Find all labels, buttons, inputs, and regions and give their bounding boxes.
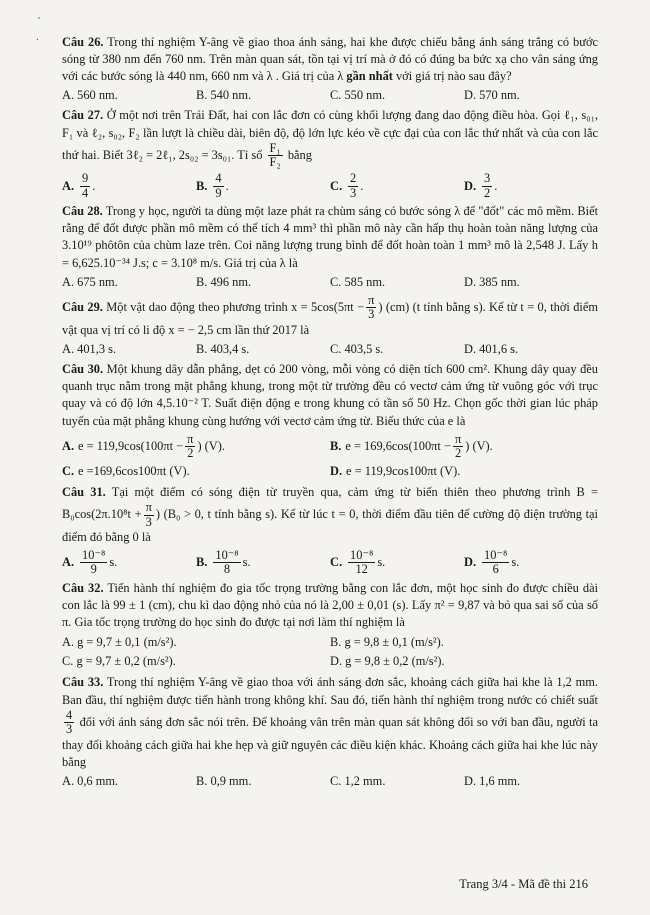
option-c[interactable]	[62, 463, 330, 480]
option-b[interactable]	[330, 433, 598, 461]
option-label: C.	[62, 463, 75, 478]
option-label: D.	[464, 555, 477, 570]
option-a[interactable]: A. 675 nm.	[62, 274, 118, 289]
answer-options	[62, 341, 598, 358]
fraction-denominator: 8	[223, 562, 231, 577]
option-c[interactable]: C. 403,5 s.	[330, 342, 384, 357]
option-label: B.	[196, 555, 208, 570]
option-c[interactable]	[330, 549, 464, 577]
option-c[interactable]: C. $\frac{2}{3}$ .	[330, 170, 364, 200]
option-a[interactable]	[62, 549, 196, 577]
option-label: A.	[62, 439, 75, 454]
scan-mark: '	[38, 15, 40, 27]
option-c[interactable]: C. 550 nm.	[330, 88, 386, 103]
question-number: Câu 32.	[62, 580, 104, 595]
phase-fraction	[366, 294, 376, 322]
question-30	[62, 361, 598, 481]
question-text: bằng	[287, 147, 312, 162]
option-d[interactable]: D. 401,6 s.	[464, 342, 519, 357]
option-d[interactable]: D. $\frac{3}{2}$ .	[464, 170, 498, 200]
question-text: Trong y học, người ta dùng một laze phát ra chùm sáng có bước sóng λ để "đốt" các mô mềm. Biết rằng để đốt được phần mô mềm có thể tích 4 mm³ thì phần mô này cần hấp thụ hoàn toàn năng lượng của 3.10¹⁹ phôtôn của chùm laze trên. Coi năng lượng trung bình để đốt hoàn toàn 1 mm³ mô là 2,548 J. Lấy h = 6,625.10⁻³⁴ J.s; c = 3.10⁸ m/s. Giá trị của λ là	[62, 204, 599, 270]
question-number: Câu 33.	[62, 675, 104, 690]
option-label: A.	[62, 555, 75, 570]
option-a[interactable]: A. 401,3 s.	[62, 342, 117, 357]
answer-options	[62, 432, 598, 481]
fraction-denominator: 9	[215, 185, 222, 200]
question-text: Ở một nơi trên Trái Đất, hai con lắc đơn có cùng khối lượng đang dao động điều hòa. Gọi ℓ₁, s₀₁, F₁ và ℓ₂, s₀₂, F₂ lần lượt là chiều dài, biên độ, độ lớn lực kéo về cực đại của con lắc thứ nhất và của con lắc thứ hai. Biết 3ℓ₂ = 2ℓ₁, 2s₀₂ = 3s₀₁. Tỉ số	[62, 108, 598, 162]
fraction-numerator: π	[454, 431, 462, 446]
question-number: Câu 31.	[62, 485, 106, 500]
option-a[interactable]: A. 0,6 mm.	[62, 774, 119, 789]
fraction-denominator: 3	[66, 722, 73, 737]
fraction-numerator: 10⁻⁸	[215, 547, 239, 562]
question-28	[62, 203, 598, 291]
option-text: ) (V).	[197, 439, 225, 454]
option-a[interactable]: A. $\frac{9}{4}$ .	[62, 170, 96, 200]
option-fraction	[348, 549, 375, 577]
fraction-denominator: 3	[350, 185, 357, 200]
emphasis-text: gần nhất	[346, 69, 393, 84]
option-d[interactable]: D. g = 9,8 ± 0,2 (m/s²).	[330, 654, 445, 669]
fraction-numerator: π	[187, 431, 194, 446]
refractive-index-fraction	[64, 709, 74, 737]
option-a[interactable]: A. g = 9,7 ± 0,1 (m/s²).	[62, 635, 177, 650]
option-b[interactable]: B. g = 9,8 ± 0,1 (m/s²).	[330, 635, 444, 650]
option-unit: s.	[377, 555, 386, 570]
option-c[interactable]: C. g = 9,7 ± 0,2 (m/s²).	[62, 654, 176, 669]
option-d[interactable]	[464, 549, 598, 577]
option-c[interactable]: C. 1,2 mm.	[330, 774, 386, 789]
question-number: Câu 26.	[62, 35, 104, 49]
question-text: ) (cm) (t tính bằng s). Kể từ t = 0, thời điểm vật qua vị trí có li độ x = − 2,5 cm lần thứ 2017 là	[62, 299, 598, 338]
scan-dot: .	[36, 31, 39, 43]
question-29	[62, 294, 598, 359]
fraction-numerator: 2	[350, 170, 357, 185]
option-b[interactable]: B. 496 nm.	[196, 274, 252, 289]
answer-options	[62, 274, 598, 291]
fraction-denominator: 12	[355, 562, 368, 577]
question-number: Câu 28.	[62, 204, 103, 219]
question-text: đối với ánh sáng đơn sắc nói trên. Để khoảng vân trên màn quan sát không đổi so với ban đầu, người ta thay đổi khoảng cách giữa hai khe hẹp và giữ nguyên các điều kiện khác. Khoảng cách giữa hai khe lúc này bằng	[62, 714, 598, 770]
answer-options	[62, 87, 598, 104]
option-b[interactable]: B. 0,9 mm.	[196, 774, 252, 789]
option-label: B.	[196, 178, 208, 193]
fraction-denominator: 2	[454, 446, 462, 461]
option-label: D.	[330, 463, 343, 478]
phase-fraction	[453, 433, 463, 461]
option-d[interactable]: D. 385 nm.	[464, 274, 520, 289]
option-fraction	[80, 549, 107, 577]
option-a[interactable]	[62, 433, 330, 461]
question-number: Câu 27.	[62, 108, 104, 123]
fraction-denominator: 2	[484, 185, 491, 200]
question-27	[62, 107, 598, 200]
option-text: e = 169,6cos(100πt −	[345, 439, 451, 454]
question-text: Tại một điểm có sóng điện từ truyền qua, cảm ứng từ biến thiên theo phương trình B = B₀cos(2π.10⁸t +	[62, 485, 598, 522]
answer-options	[62, 549, 598, 577]
option-d[interactable]	[330, 463, 598, 480]
option-label: B.	[330, 439, 342, 454]
option-d[interactable]: D. 1,6 mm.	[464, 774, 521, 789]
fraction-numerator: π	[368, 292, 375, 307]
question-text: Tiến hành thí nghiệm đo gia tốc trọng trường bằng con lắc đơn, một học sinh đo được chiều dài con lắc là 99 ± 1 (cm), chu kì dao động nhỏ của nó là 2,00 ± 0,01 (s). Lấy π² = 9,87 và bỏ qua sai số của số π. Gia tốc trọng trường do học sinh đo được tại nơi làm thí nghiệm là	[62, 580, 599, 630]
question-text: Một khung dây dẫn phẳng, dẹt có 200 vòng, mỗi vòng có diện tích 600 cm². Khung dây quay đều quanh trục nằm trong mặt phẳng khung, trong một từ trường đều có vectơ cảm ứng từ vuông góc với trục quay và có độ lớn 4,5.10⁻² T. Suất điện động e trong khung có tần số 50 Hz. Chọn gốc thời gian lúc pháp tuyến của mặt phẳng khung cùng hướng với vectơ cảm ứng từ. Biểu thức của e là	[62, 362, 598, 428]
fraction-numerator: 3	[484, 170, 491, 185]
question-text: ) (B₀ > 0, t tính bằng s). Kể từ lúc t = 0, thời điểm đầu tiên để cường độ điện trường tại điểm đó bằng 0 là	[62, 507, 599, 545]
option-b[interactable]: B. 540 nm.	[196, 88, 252, 103]
option-fraction	[348, 172, 358, 200]
option-label: A.	[62, 178, 75, 193]
option-fraction	[482, 549, 509, 577]
fraction-numerator: 10⁻⁸	[350, 547, 374, 562]
fraction-denominator: 2	[187, 446, 194, 461]
fraction-denominator: F₂	[269, 155, 281, 170]
option-unit: s.	[511, 555, 520, 570]
option-unit: s.	[109, 555, 118, 570]
fraction-numerator: 4	[66, 707, 73, 722]
answer-options	[62, 172, 598, 200]
answer-options	[62, 633, 598, 671]
option-b[interactable]: B. 403,4 s.	[196, 342, 250, 357]
fraction-numerator: F₁	[269, 140, 281, 155]
fraction-numerator: 10⁻⁸	[484, 547, 508, 562]
fraction-denominator: 3	[145, 514, 152, 529]
fraction-denominator: 3	[368, 307, 375, 322]
option-d[interactable]: D. 570 nm.	[464, 88, 520, 103]
fraction-denominator: 9	[90, 562, 97, 577]
option-b[interactable]: B. $\frac{4}{9}$ .	[196, 170, 229, 200]
question-text: với giá trị nào sau đây?	[392, 69, 512, 84]
option-text: e = 119,9cos100πt (V).	[346, 463, 461, 478]
fraction-denominator: 4	[82, 185, 89, 200]
question-number: Câu 30.	[62, 362, 104, 377]
phase-fraction	[185, 433, 195, 461]
question-33	[62, 674, 598, 790]
option-a[interactable]: A. 560 nm.	[62, 88, 118, 103]
option-text: e =169,6cos100πt (V).	[78, 463, 190, 478]
option-label: C.	[330, 555, 343, 570]
question-text: Trong thí nghiệm Y-âng về giao thoa với ánh sáng đơn sắc, khoảng cách giữa hai khe là 1,2 mm. Ban đầu, thí nghiệm được tiến hành trong không khí. Sau đó, tiến hành thí nghiệm trong nước có chiết suất	[62, 675, 599, 707]
option-fraction	[80, 172, 90, 200]
option-text: ) (V).	[465, 439, 493, 454]
option-unit: s.	[242, 555, 251, 570]
fraction-numerator: 9	[82, 170, 89, 185]
option-fraction	[213, 172, 223, 200]
ratio-fraction	[268, 142, 283, 170]
option-c[interactable]: C. 585 nm.	[330, 274, 386, 289]
option-label: D.	[464, 178, 477, 193]
question-31	[62, 484, 598, 577]
option-b[interactable]	[196, 549, 330, 577]
fraction-numerator: 4	[215, 170, 222, 185]
question-32	[62, 580, 598, 672]
question-text: Trong thí nghiệm Y-âng về giao thoa ánh sáng, hai khe được chiếu bằng ánh sáng trắng có bước sóng từ 380 nm đến 760 nm. Trên màn quan sát, tồn tại vị trí mà ở đó có đúng ba bức xạ cho vân sáng ứng với các bước sóng là 440 nm, 660 nm và λ . Giá trị của λ	[62, 35, 598, 84]
option-label: C.	[330, 178, 343, 193]
answer-options	[62, 773, 598, 790]
question-26	[62, 34, 598, 104]
option-fraction	[482, 172, 492, 200]
fraction-denominator: 6	[492, 562, 499, 577]
option-fraction	[213, 549, 240, 577]
option-text: e = 119,9cos(100πt −	[78, 439, 184, 454]
page-footer: Trang 3/4 - Mã đề thi 216	[459, 876, 588, 891]
fraction-numerator: π	[145, 500, 152, 515]
fraction-numerator: 10⁻⁸	[82, 547, 106, 562]
question-text: Một vật dao động theo phương trình x = 5cos(5πt −	[106, 299, 365, 314]
question-number: Câu 29.	[62, 299, 103, 314]
phase-fraction	[144, 501, 154, 529]
